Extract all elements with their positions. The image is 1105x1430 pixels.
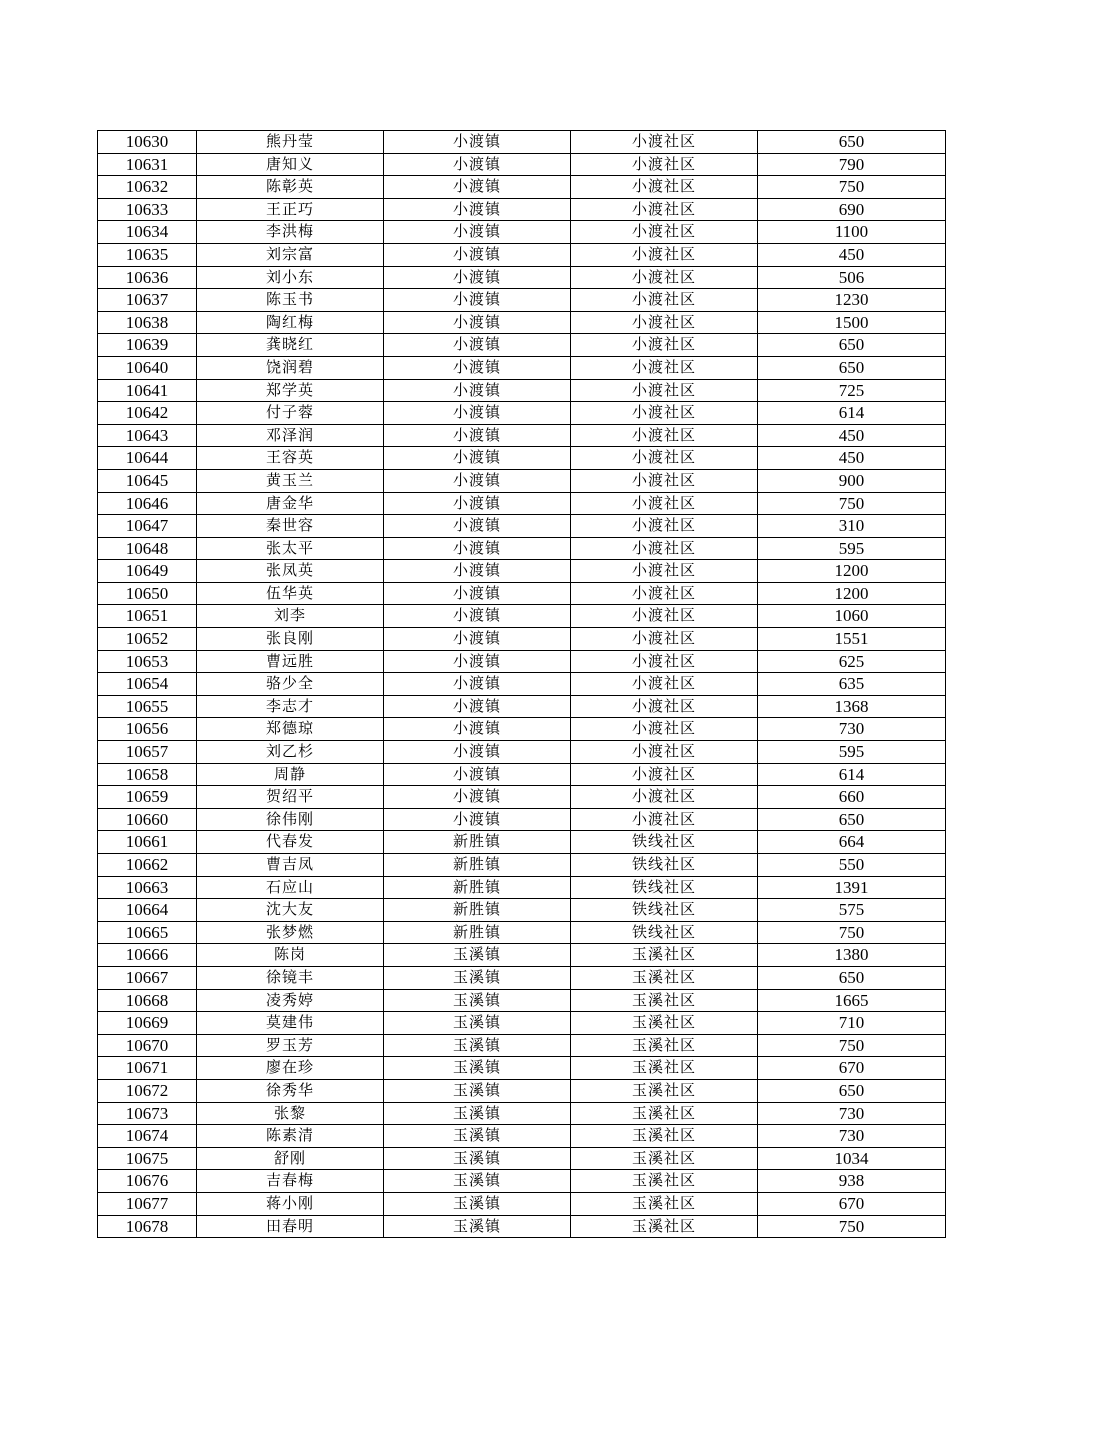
community-cell: 小渡社区	[571, 469, 758, 492]
amount-cell: 725	[758, 379, 946, 402]
town-cell: 小渡镇	[384, 356, 571, 379]
table-row	[98, 786, 946, 809]
serial-number-cell: 10642	[98, 402, 197, 425]
serial-number-cell: 10648	[98, 537, 197, 560]
amount-cell: 595	[758, 537, 946, 560]
community-cell: 小渡社区	[571, 153, 758, 176]
amount-cell: 750	[758, 1034, 946, 1057]
table-row	[98, 876, 946, 899]
table-row	[98, 650, 946, 673]
town-cell: 新胜镇	[384, 876, 571, 899]
amount-cell: 730	[758, 1125, 946, 1148]
town-cell: 玉溪镇	[384, 1034, 571, 1057]
name-cell: 吉春梅	[197, 1170, 384, 1193]
community-cell: 小渡社区	[571, 605, 758, 628]
table-row	[98, 1170, 946, 1193]
amount-cell: 650	[758, 1079, 946, 1102]
name-cell: 饶润碧	[197, 356, 384, 379]
town-cell: 小渡镇	[384, 695, 571, 718]
table-row	[98, 1102, 946, 1125]
table-row	[98, 582, 946, 605]
amount-cell: 1200	[758, 582, 946, 605]
town-cell: 小渡镇	[384, 198, 571, 221]
table-row	[98, 741, 946, 764]
amount-cell: 750	[758, 1215, 946, 1238]
town-cell: 玉溪镇	[384, 1079, 571, 1102]
table-row	[98, 944, 946, 967]
amount-cell: 450	[758, 424, 946, 447]
serial-number-cell: 10655	[98, 695, 197, 718]
town-cell: 玉溪镇	[384, 1147, 571, 1170]
name-cell: 伍华英	[197, 582, 384, 605]
amount-cell: 900	[758, 469, 946, 492]
serial-number-cell: 10659	[98, 786, 197, 809]
town-cell: 新胜镇	[384, 899, 571, 922]
data-table	[97, 130, 946, 1238]
name-cell: 罗玉芳	[197, 1034, 384, 1057]
name-cell: 唐金华	[197, 492, 384, 515]
town-cell: 小渡镇	[384, 492, 571, 515]
serial-number-cell: 10660	[98, 808, 197, 831]
community-cell: 小渡社区	[571, 266, 758, 289]
town-cell: 小渡镇	[384, 176, 571, 199]
amount-cell: 690	[758, 198, 946, 221]
town-cell: 小渡镇	[384, 424, 571, 447]
table-row	[98, 1034, 946, 1057]
table-body	[98, 131, 946, 1238]
name-cell: 刘小东	[197, 266, 384, 289]
table-row	[98, 763, 946, 786]
town-cell: 玉溪镇	[384, 1170, 571, 1193]
amount-cell: 1100	[758, 221, 946, 244]
amount-cell: 664	[758, 831, 946, 854]
table-row	[98, 605, 946, 628]
amount-cell: 650	[758, 808, 946, 831]
community-cell: 小渡社区	[571, 311, 758, 334]
amount-cell: 1034	[758, 1147, 946, 1170]
community-cell: 小渡社区	[571, 628, 758, 651]
amount-cell: 635	[758, 673, 946, 696]
table-row	[98, 628, 946, 651]
serial-number-cell: 10673	[98, 1102, 197, 1125]
town-cell: 玉溪镇	[384, 1057, 571, 1080]
name-cell: 舒刚	[197, 1147, 384, 1170]
table-row	[98, 198, 946, 221]
name-cell: 石应山	[197, 876, 384, 899]
name-cell: 陈彰英	[197, 176, 384, 199]
town-cell: 小渡镇	[384, 311, 571, 334]
town-cell: 小渡镇	[384, 515, 571, 538]
table-row	[98, 379, 946, 402]
table-row	[98, 402, 946, 425]
amount-cell: 614	[758, 402, 946, 425]
amount-cell: 614	[758, 763, 946, 786]
table-row	[98, 334, 946, 357]
table-row	[98, 311, 946, 334]
serial-number-cell: 10671	[98, 1057, 197, 1080]
amount-cell: 660	[758, 786, 946, 809]
name-cell: 曹吉凤	[197, 854, 384, 877]
serial-number-cell: 10632	[98, 176, 197, 199]
amount-cell: 750	[758, 492, 946, 515]
table-row	[98, 718, 946, 741]
amount-cell: 650	[758, 131, 946, 154]
community-cell: 小渡社区	[571, 176, 758, 199]
town-cell: 小渡镇	[384, 537, 571, 560]
community-cell: 小渡社区	[571, 741, 758, 764]
name-cell: 代春发	[197, 831, 384, 854]
town-cell: 小渡镇	[384, 628, 571, 651]
table-row	[98, 966, 946, 989]
name-cell: 刘李	[197, 605, 384, 628]
community-cell: 铁线社区	[571, 854, 758, 877]
serial-number-cell: 10672	[98, 1079, 197, 1102]
serial-number-cell: 10643	[98, 424, 197, 447]
serial-number-cell: 10674	[98, 1125, 197, 1148]
name-cell: 郑德琼	[197, 718, 384, 741]
serial-number-cell: 10649	[98, 560, 197, 583]
serial-number-cell: 10647	[98, 515, 197, 538]
community-cell: 小渡社区	[571, 808, 758, 831]
community-cell: 玉溪社区	[571, 1034, 758, 1057]
community-cell: 玉溪社区	[571, 1057, 758, 1080]
serial-number-cell: 10637	[98, 289, 197, 312]
town-cell: 玉溪镇	[384, 1215, 571, 1238]
amount-cell: 730	[758, 718, 946, 741]
town-cell: 玉溪镇	[384, 1102, 571, 1125]
name-cell: 熊丹莹	[197, 131, 384, 154]
amount-cell: 1200	[758, 560, 946, 583]
serial-number-cell: 10666	[98, 944, 197, 967]
table-row	[98, 695, 946, 718]
serial-number-cell: 10664	[98, 899, 197, 922]
table-row	[98, 266, 946, 289]
town-cell: 玉溪镇	[384, 944, 571, 967]
town-cell: 小渡镇	[384, 402, 571, 425]
name-cell: 徐镜丰	[197, 966, 384, 989]
serial-number-cell: 10663	[98, 876, 197, 899]
table-row	[98, 921, 946, 944]
table-row	[98, 854, 946, 877]
town-cell: 小渡镇	[384, 221, 571, 244]
town-cell: 小渡镇	[384, 650, 571, 673]
table-row	[98, 1192, 946, 1215]
name-cell: 邓泽润	[197, 424, 384, 447]
table-row	[98, 289, 946, 312]
name-cell: 刘乙杉	[197, 741, 384, 764]
serial-number-cell: 10667	[98, 966, 197, 989]
community-cell: 小渡社区	[571, 131, 758, 154]
town-cell: 玉溪镇	[384, 1125, 571, 1148]
community-cell: 小渡社区	[571, 424, 758, 447]
community-cell: 玉溪社区	[571, 1012, 758, 1035]
amount-cell: 790	[758, 153, 946, 176]
amount-cell: 1551	[758, 628, 946, 651]
community-cell: 铁线社区	[571, 876, 758, 899]
name-cell: 蒋小刚	[197, 1192, 384, 1215]
community-cell: 小渡社区	[571, 673, 758, 696]
community-cell: 小渡社区	[571, 695, 758, 718]
table-row	[98, 243, 946, 266]
name-cell: 王正巧	[197, 198, 384, 221]
town-cell: 玉溪镇	[384, 1192, 571, 1215]
name-cell: 骆少全	[197, 673, 384, 696]
serial-number-cell: 10630	[98, 131, 197, 154]
amount-cell: 938	[758, 1170, 946, 1193]
table-row	[98, 221, 946, 244]
community-cell: 玉溪社区	[571, 1192, 758, 1215]
town-cell: 玉溪镇	[384, 1012, 571, 1035]
town-cell: 小渡镇	[384, 741, 571, 764]
table-row	[98, 989, 946, 1012]
amount-cell: 650	[758, 356, 946, 379]
name-cell: 李志才	[197, 695, 384, 718]
amount-cell: 670	[758, 1192, 946, 1215]
town-cell: 小渡镇	[384, 469, 571, 492]
name-cell: 郑学英	[197, 379, 384, 402]
name-cell: 黄玉兰	[197, 469, 384, 492]
town-cell: 小渡镇	[384, 266, 571, 289]
table-row	[98, 673, 946, 696]
name-cell: 徐伟刚	[197, 808, 384, 831]
serial-number-cell: 10662	[98, 854, 197, 877]
serial-number-cell: 10639	[98, 334, 197, 357]
community-cell: 小渡社区	[571, 221, 758, 244]
community-cell: 小渡社区	[571, 560, 758, 583]
town-cell: 小渡镇	[384, 582, 571, 605]
name-cell: 付子蓉	[197, 402, 384, 425]
name-cell: 秦世容	[197, 515, 384, 538]
amount-cell: 750	[758, 176, 946, 199]
serial-number-cell: 10657	[98, 741, 197, 764]
town-cell: 小渡镇	[384, 153, 571, 176]
community-cell: 玉溪社区	[571, 1125, 758, 1148]
community-cell: 小渡社区	[571, 537, 758, 560]
amount-cell: 506	[758, 266, 946, 289]
amount-cell: 1391	[758, 876, 946, 899]
serial-number-cell: 10638	[98, 311, 197, 334]
serial-number-cell: 10658	[98, 763, 197, 786]
name-cell: 张良刚	[197, 628, 384, 651]
community-cell: 玉溪社区	[571, 1215, 758, 1238]
serial-number-cell: 10661	[98, 831, 197, 854]
amount-cell: 750	[758, 921, 946, 944]
town-cell: 小渡镇	[384, 243, 571, 266]
amount-cell: 550	[758, 854, 946, 877]
community-cell: 小渡社区	[571, 402, 758, 425]
serial-number-cell: 10665	[98, 921, 197, 944]
community-cell: 小渡社区	[571, 582, 758, 605]
amount-cell: 595	[758, 741, 946, 764]
community-cell: 玉溪社区	[571, 1147, 758, 1170]
name-cell: 李洪梅	[197, 221, 384, 244]
town-cell: 新胜镇	[384, 831, 571, 854]
name-cell: 莫建伟	[197, 1012, 384, 1035]
serial-number-cell: 10675	[98, 1147, 197, 1170]
name-cell: 凌秀婷	[197, 989, 384, 1012]
amount-cell: 450	[758, 243, 946, 266]
table-row	[98, 808, 946, 831]
serial-number-cell: 10636	[98, 266, 197, 289]
name-cell: 徐秀华	[197, 1079, 384, 1102]
serial-number-cell: 10634	[98, 221, 197, 244]
table-row	[98, 1057, 946, 1080]
table-row	[98, 1012, 946, 1035]
community-cell: 小渡社区	[571, 243, 758, 266]
serial-number-cell: 10641	[98, 379, 197, 402]
amount-cell: 625	[758, 650, 946, 673]
name-cell: 刘宗富	[197, 243, 384, 266]
community-cell: 小渡社区	[571, 718, 758, 741]
table-row	[98, 1125, 946, 1148]
serial-number-cell: 10653	[98, 650, 197, 673]
town-cell: 玉溪镇	[384, 989, 571, 1012]
serial-number-cell: 10650	[98, 582, 197, 605]
town-cell: 新胜镇	[384, 921, 571, 944]
name-cell: 张凤英	[197, 560, 384, 583]
town-cell: 小渡镇	[384, 718, 571, 741]
table-row	[98, 424, 946, 447]
town-cell: 小渡镇	[384, 289, 571, 312]
table-row	[98, 1079, 946, 1102]
amount-cell: 710	[758, 1012, 946, 1035]
community-cell: 玉溪社区	[571, 1102, 758, 1125]
serial-number-cell: 10640	[98, 356, 197, 379]
serial-number-cell: 10668	[98, 989, 197, 1012]
name-cell: 周静	[197, 763, 384, 786]
amount-cell: 1060	[758, 605, 946, 628]
amount-cell: 1368	[758, 695, 946, 718]
town-cell: 小渡镇	[384, 605, 571, 628]
amount-cell: 1230	[758, 289, 946, 312]
table-row	[98, 492, 946, 515]
serial-number-cell: 10646	[98, 492, 197, 515]
amount-cell: 1665	[758, 989, 946, 1012]
serial-number-cell: 10677	[98, 1192, 197, 1215]
amount-cell: 450	[758, 447, 946, 470]
town-cell: 小渡镇	[384, 786, 571, 809]
community-cell: 玉溪社区	[571, 1170, 758, 1193]
name-cell: 张梦燃	[197, 921, 384, 944]
town-cell: 小渡镇	[384, 379, 571, 402]
name-cell: 张太平	[197, 537, 384, 560]
community-cell: 小渡社区	[571, 334, 758, 357]
table-row	[98, 515, 946, 538]
table-row	[98, 131, 946, 154]
name-cell: 田春明	[197, 1215, 384, 1238]
community-cell: 小渡社区	[571, 650, 758, 673]
serial-number-cell: 10645	[98, 469, 197, 492]
amount-cell: 670	[758, 1057, 946, 1080]
serial-number-cell: 10656	[98, 718, 197, 741]
amount-cell: 730	[758, 1102, 946, 1125]
serial-number-cell: 10644	[98, 447, 197, 470]
name-cell: 唐知义	[197, 153, 384, 176]
name-cell: 沈大友	[197, 899, 384, 922]
serial-number-cell: 10633	[98, 198, 197, 221]
table-row	[98, 447, 946, 470]
amount-cell: 310	[758, 515, 946, 538]
table-row	[98, 1215, 946, 1238]
community-cell: 玉溪社区	[571, 1079, 758, 1102]
name-cell: 廖在珍	[197, 1057, 384, 1080]
serial-number-cell: 10676	[98, 1170, 197, 1193]
amount-cell: 1500	[758, 311, 946, 334]
name-cell: 张黎	[197, 1102, 384, 1125]
community-cell: 小渡社区	[571, 763, 758, 786]
community-cell: 小渡社区	[571, 289, 758, 312]
serial-number-cell: 10652	[98, 628, 197, 651]
table-row	[98, 153, 946, 176]
amount-cell: 650	[758, 966, 946, 989]
community-cell: 铁线社区	[571, 831, 758, 854]
community-cell: 铁线社区	[571, 899, 758, 922]
town-cell: 新胜镇	[384, 854, 571, 877]
amount-cell: 575	[758, 899, 946, 922]
town-cell: 小渡镇	[384, 560, 571, 583]
community-cell: 小渡社区	[571, 492, 758, 515]
name-cell: 龚晓红	[197, 334, 384, 357]
table-row	[98, 356, 946, 379]
table-row	[98, 831, 946, 854]
table-row	[98, 537, 946, 560]
community-cell: 玉溪社区	[571, 944, 758, 967]
name-cell: 王容英	[197, 447, 384, 470]
community-cell: 玉溪社区	[571, 966, 758, 989]
amount-cell: 1380	[758, 944, 946, 967]
community-cell: 铁线社区	[571, 921, 758, 944]
name-cell: 陈岗	[197, 944, 384, 967]
name-cell: 陈素清	[197, 1125, 384, 1148]
table-row	[98, 176, 946, 199]
town-cell: 小渡镇	[384, 131, 571, 154]
serial-number-cell: 10670	[98, 1034, 197, 1057]
community-cell: 小渡社区	[571, 356, 758, 379]
name-cell: 曹远胜	[197, 650, 384, 673]
table-row	[98, 560, 946, 583]
town-cell: 小渡镇	[384, 808, 571, 831]
table-row	[98, 1147, 946, 1170]
community-cell: 小渡社区	[571, 447, 758, 470]
town-cell: 小渡镇	[384, 447, 571, 470]
town-cell: 小渡镇	[384, 334, 571, 357]
serial-number-cell: 10678	[98, 1215, 197, 1238]
serial-number-cell: 10631	[98, 153, 197, 176]
community-cell: 小渡社区	[571, 379, 758, 402]
table-row	[98, 899, 946, 922]
town-cell: 小渡镇	[384, 673, 571, 696]
community-cell: 小渡社区	[571, 786, 758, 809]
name-cell: 陈玉书	[197, 289, 384, 312]
community-cell: 小渡社区	[571, 515, 758, 538]
amount-cell: 650	[758, 334, 946, 357]
name-cell: 贺绍平	[197, 786, 384, 809]
serial-number-cell: 10669	[98, 1012, 197, 1035]
table-row	[98, 469, 946, 492]
serial-number-cell: 10654	[98, 673, 197, 696]
serial-number-cell: 10651	[98, 605, 197, 628]
town-cell: 小渡镇	[384, 763, 571, 786]
community-cell: 小渡社区	[571, 198, 758, 221]
town-cell: 玉溪镇	[384, 966, 571, 989]
community-cell: 玉溪社区	[571, 989, 758, 1012]
serial-number-cell: 10635	[98, 243, 197, 266]
name-cell: 陶红梅	[197, 311, 384, 334]
